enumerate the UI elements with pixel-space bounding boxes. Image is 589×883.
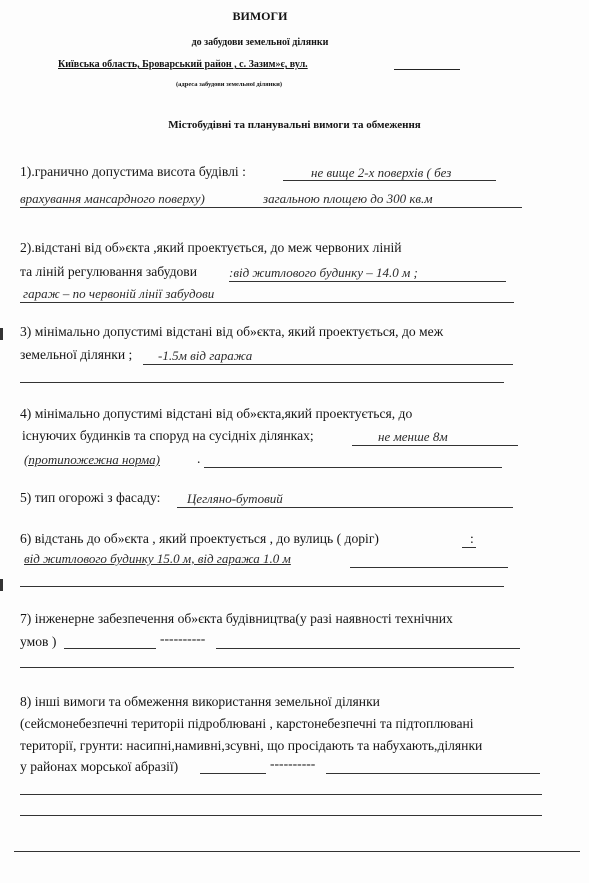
item7-label-line1: 7) інженерне забезпечення об»єкта будівництва(у разі наявності технічних <box>20 611 453 626</box>
item4-rule-2 <box>204 467 502 468</box>
item1-label: 1).гранично допустима висота будівлі : <box>20 164 246 179</box>
item2-value-line1: :від житлового будинку – 14.0 м ; <box>229 265 418 280</box>
item6-rule-2 <box>350 567 508 568</box>
item8-rule-3 <box>20 794 542 795</box>
item5-value: Цегляно-бутовий <box>187 491 283 506</box>
item7-label-line2: умов ) <box>20 634 57 649</box>
item6-label: 6) відстань до об»єкта , який проектується , до вулиць ( доріг) <box>20 531 379 546</box>
item7-rule-3 <box>20 667 514 668</box>
item4-value-line2: (протипожежна норма) <box>24 452 160 467</box>
item2-value-line2: гараж – по червоній лінії забудови <box>23 286 215 301</box>
item8-line4: у районах морської абразії) <box>20 759 179 774</box>
item1-rule-2 <box>20 207 522 208</box>
item7-rule-2 <box>216 648 520 649</box>
item2-rule-2 <box>20 302 514 303</box>
item8-rule-2 <box>326 773 540 774</box>
address-blank <box>394 69 460 70</box>
item8-rule-4 <box>20 815 542 816</box>
item8-dashes: ---------- <box>270 756 316 771</box>
item6-rule-3 <box>20 586 504 587</box>
item6-rule-1 <box>462 547 476 548</box>
item2-label-line1: 2).відстані від об»єкта ,який проектується, до меж червоних ліній <box>20 240 402 255</box>
document-subtitle: до забудови земельної ділянки <box>191 37 329 48</box>
margin-mark <box>0 328 3 340</box>
margin-mark <box>0 579 3 591</box>
item8-line2: (сейсмонебезпечні територіі підроблювані , карстонебезпечні та підтоплювані <box>20 716 474 731</box>
item7-dashes: ---------- <box>160 631 206 646</box>
section-title: Містобудівні та планувальні вимоги та обмеження <box>168 119 421 131</box>
item1-value-line1: не вище 2-х поверхів ( без <box>311 165 452 180</box>
item4-value-line1: не менше 8м <box>378 429 448 444</box>
item8-line3: території, грунти: насипні,намивні,зсувні, що просідають та набухають,ділянки <box>20 738 483 753</box>
item2-rule-1 <box>229 281 506 282</box>
document-title: ВИМОГИ <box>232 9 288 23</box>
item6-colon: : <box>470 531 474 546</box>
item3-value: -1.5м від гаража <box>158 348 253 363</box>
bottom-rule <box>14 851 580 852</box>
item1-value-line2b: загальною площею до 300 кв.м <box>263 191 433 206</box>
item1-value-line2a: врахування мансардного поверху) <box>20 191 205 206</box>
item4-label-line2: існуючих будинків та споруд на сусідніх ділянках; <box>22 428 314 443</box>
item8-rule-1 <box>200 773 266 774</box>
item5-label: 5) тип огорожі з фасаду: <box>20 490 161 505</box>
address-note: (адреса забудови земельної ділянки) <box>176 81 283 88</box>
item3-label-line2: земельної ділянки ; <box>20 347 133 362</box>
item3-rule-1 <box>143 364 513 365</box>
item2-label-line2: та ліній регулювання забудови <box>20 264 197 279</box>
item8-line1: 8) інші вимоги та обмеження використання земельної ділянки <box>20 694 380 709</box>
item4-dot: . <box>197 451 201 466</box>
address-line: Київська область, Броварський район , с. Зазим»є, вул. <box>58 59 308 70</box>
item3-label-line1: 3) мінімально допустимі відстані від об»єкта, який проектується, до меж <box>20 324 444 339</box>
item5-rule <box>177 507 513 508</box>
item3-rule-2 <box>20 382 504 383</box>
item4-label-line1: 4) мінімально допустимі відстані від об»єкта,який проектується, до <box>20 406 413 421</box>
item7-rule-1 <box>64 648 156 649</box>
item4-rule-1 <box>352 445 518 446</box>
item6-value: від житлового будинку 15.0 м, від гаража 1.0 м <box>24 551 291 566</box>
